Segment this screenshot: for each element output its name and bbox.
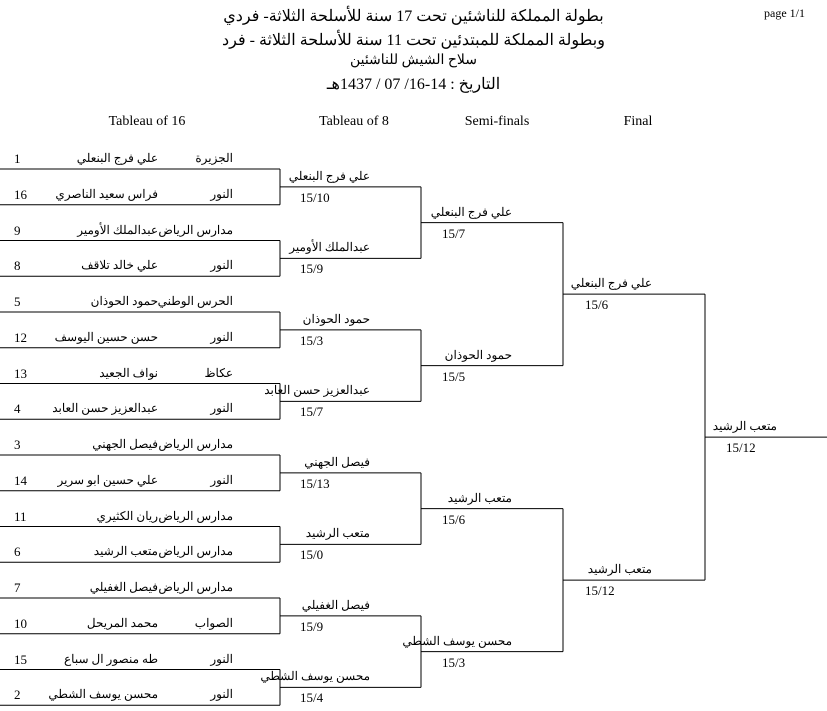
final-score: 15/6 (585, 297, 609, 313)
semi-score: 15/3 (442, 654, 466, 670)
round8-winner-name: فيصل الجهني (304, 454, 370, 469)
player-name: محمد المريحل (86, 615, 158, 630)
seed-number: 2 (14, 687, 21, 703)
seed-number: 3 (14, 437, 21, 452)
round8-winner-name: حمود الحوذان (302, 311, 370, 326)
round8-winner-name: علي فرج البنعلي (288, 168, 370, 183)
final-winner-name: علي فرج البنعلي (570, 276, 652, 291)
semi-winner-name: علي فرج البنعلي (430, 204, 512, 219)
club-name: الحرس الوطني (157, 294, 233, 308)
player-name: محسن يوسف الشطي (48, 687, 158, 702)
player-name: عبدالملك الأومير (77, 222, 158, 237)
player-name: علي فرج البنعلي (76, 151, 158, 165)
player-name: متعب الرشيد (93, 544, 158, 559)
club-name: النور (210, 258, 233, 273)
column-header-tableau-8: Tableau of 8 (319, 114, 389, 129)
round8-score: 15/4 (300, 690, 324, 706)
club-name: مدارس الرياض (158, 222, 233, 237)
semi-score: 15/7 (442, 225, 466, 241)
club-name: مدارس الرياض (158, 437, 233, 451)
seed-number: 7 (14, 580, 21, 595)
club-name: النور (210, 329, 233, 344)
seed-number: 6 (14, 544, 21, 560)
semi-winner-name: محسن يوسف الشطي (402, 633, 512, 648)
title-line-3: سلاح الشيش للناشئين (349, 53, 478, 68)
player-name: فيصل الغفيلي (89, 580, 158, 594)
page-number: page 1/1 (764, 6, 805, 20)
round8-winner-name: عبدالعزيز حسن العابد (264, 383, 370, 398)
seed-number: 10 (14, 615, 27, 631)
round8-score: 15/10 (300, 189, 330, 205)
seed-number: 4 (14, 401, 21, 417)
champion-name: متعب الرشيد (712, 419, 777, 434)
club-name: الجزيرة (195, 151, 233, 165)
club-name: الصواب (194, 615, 233, 630)
column-header-final: Final (623, 114, 653, 129)
seed-number: 1 (14, 151, 21, 166)
column-header-tableau-16: Tableau of 16 (108, 114, 186, 129)
club-name: النور (210, 651, 233, 666)
round8-score: 15/13 (300, 475, 330, 491)
player-name: عبدالعزيز حسن العابد (52, 401, 158, 416)
player-name: فراس سعيد الناصري (55, 186, 158, 201)
date-line: التاريخ : 14-16/ 07 / 1437هـ (326, 76, 501, 93)
player-name: حسن حسين اليوسف (54, 329, 158, 344)
player-name: طه منصور ال سباع (64, 651, 158, 666)
club-name: النور (210, 687, 233, 702)
title-line-2: وبطولة المملكة للمبتدئين تحت 11 سنة للأسلحة الثلاثة - فرد (222, 32, 605, 49)
club-name: عكاظ (204, 365, 233, 380)
seed-number: 13 (14, 365, 27, 381)
round8-score: 15/9 (300, 618, 324, 634)
club-name: النور (210, 401, 233, 416)
club-name: مدارس الرياض (158, 508, 233, 523)
player-name: ريان الكثيري (96, 508, 158, 523)
seed-number: 5 (14, 294, 21, 309)
champion-score: 15/12 (726, 440, 756, 456)
column-header-semifinals: Semi-finals (464, 114, 530, 129)
title-line-1: بطولة المملكة للناشئين تحت 17 سنة للأسلحة الثلاثة- فردي (223, 8, 604, 25)
round8-winner-name: عبدالملك الأومير (289, 240, 370, 255)
semi-score: 15/6 (442, 511, 466, 527)
round8-score: 15/0 (300, 547, 324, 563)
seed-number: 11 (14, 508, 27, 524)
player-name: علي حسين ابو سرير (57, 472, 158, 487)
player-name: علي خالد تلاقف (81, 258, 158, 273)
player-name: حمود الحوذان (90, 294, 158, 308)
club-name: النور (210, 186, 233, 201)
seed-number: 14 (14, 472, 27, 488)
semi-winner-name: حمود الحوذان (444, 347, 512, 362)
semi-score: 15/5 (442, 368, 466, 384)
round8-winner-name: متعب الرشيد (305, 526, 370, 541)
seed-number: 16 (14, 186, 27, 202)
seed-number: 12 (14, 329, 27, 345)
round8-score: 15/3 (300, 332, 324, 348)
seed-number: 8 (14, 258, 21, 274)
round8-score: 15/9 (300, 261, 324, 277)
player-name: فيصل الجهني (92, 437, 158, 451)
final-score: 15/12 (585, 583, 615, 599)
player-name: نواف الجعيد (99, 365, 158, 380)
club-name: مدارس الرياض (158, 544, 233, 559)
round8-winner-name: فيصل الغفيلي (301, 597, 370, 612)
final-winner-name: متعب الرشيد (587, 562, 652, 577)
club-name: مدارس الرياض (158, 580, 233, 594)
semi-winner-name: متعب الرشيد (447, 490, 512, 505)
round8-score: 15/7 (300, 404, 324, 420)
seed-number: 9 (14, 222, 21, 238)
club-name: النور (210, 472, 233, 487)
seed-number: 15 (14, 651, 27, 667)
round8-winner-name: محسن يوسف الشطي (260, 669, 370, 684)
